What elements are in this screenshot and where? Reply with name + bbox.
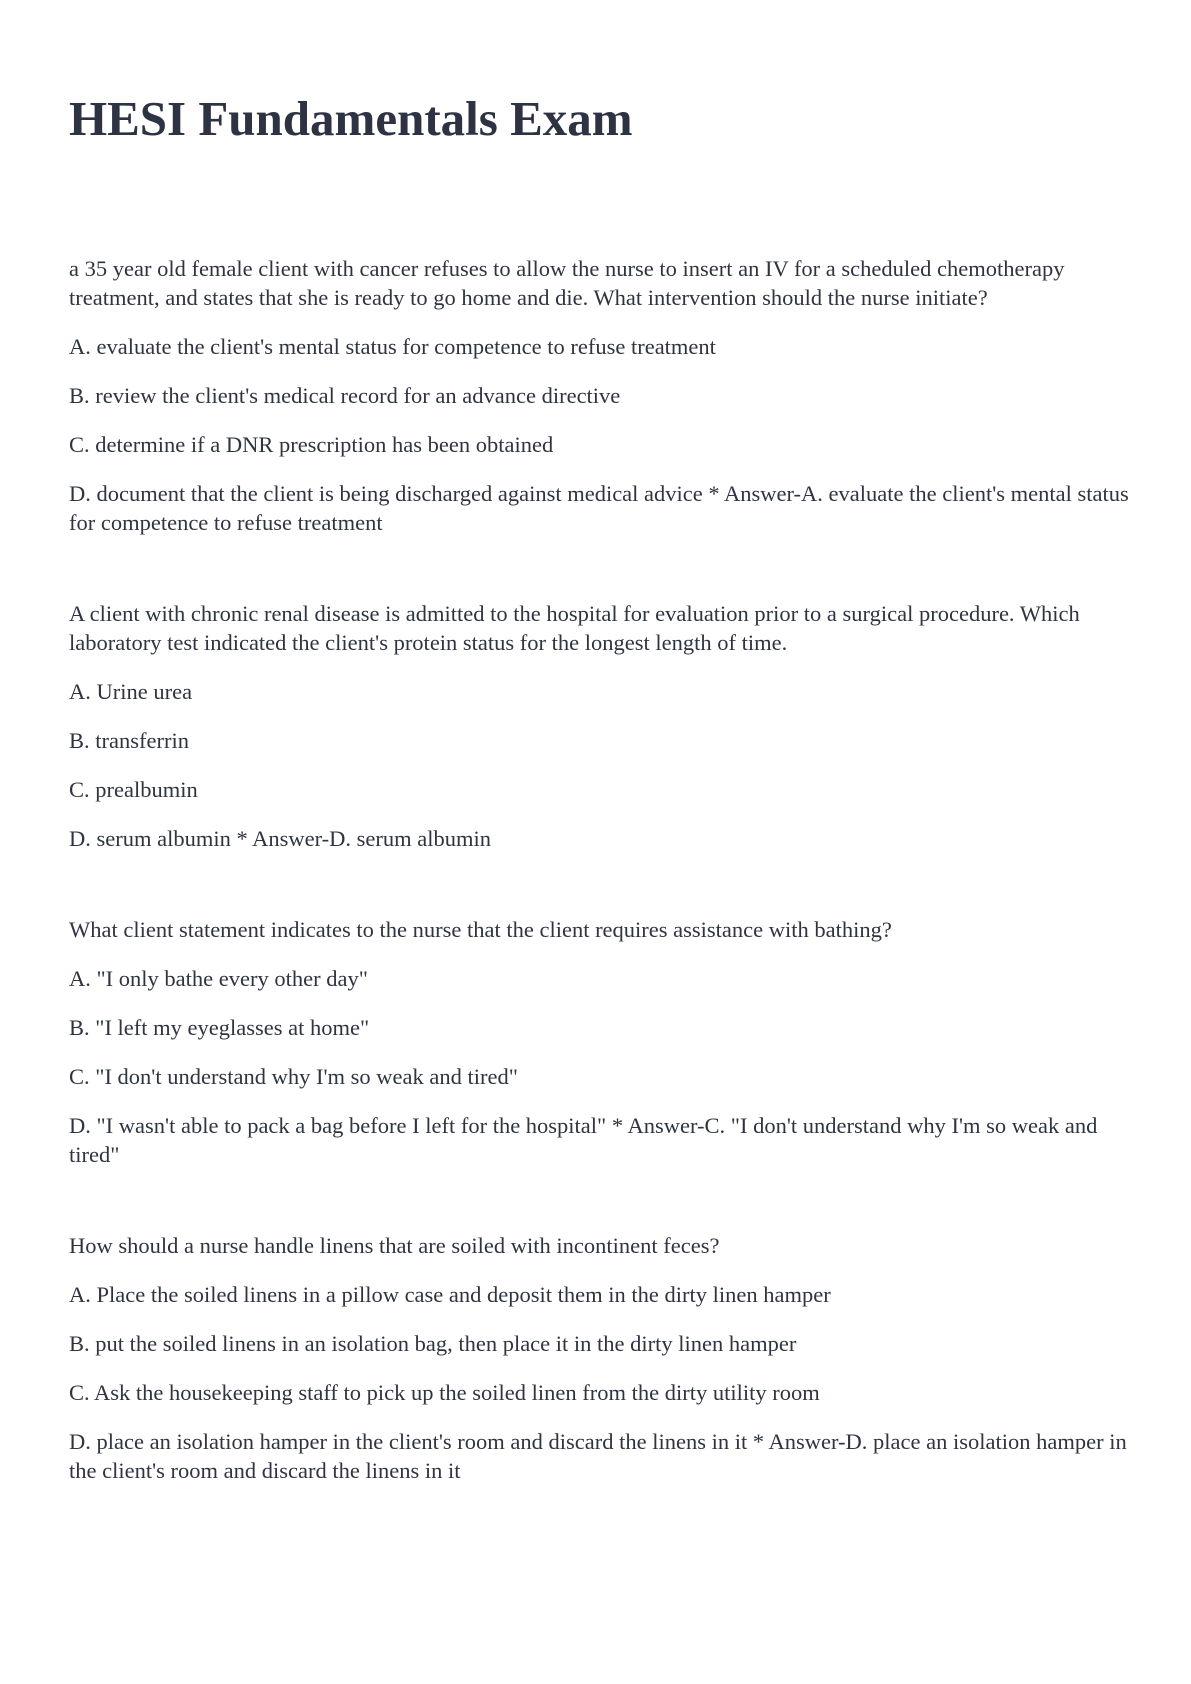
question-stem: What client statement indicates to the nurse that the client requires assistance with bathing?	[69, 917, 892, 942]
question-block	[69, 254, 1129, 537]
answer-option: B. transferrin	[69, 728, 189, 753]
question-block	[69, 915, 1129, 1169]
answer-option: A. Place the soiled linens in a pillow case and deposit them in the dirty linen hamper	[69, 1282, 831, 1307]
answer-option: D. place an isolation hamper in the client's room and discard the linens in it * Answer-D. place an isolation hamper in the client's room and discard the linens in it	[69, 1429, 1127, 1483]
answer-option: D. serum albumin * Answer-D. serum albumin	[69, 826, 491, 851]
question-stem: How should a nurse handle linens that are soiled with incontinent feces?	[69, 1233, 720, 1258]
answer-option: B. review the client's medical record for an advance directive	[69, 383, 621, 408]
answer-option: D. document that the client is being discharged against medical advice * Answer-A. evaluate the client's mental status for competence to refuse treatment	[69, 481, 1129, 535]
answer-option: C. "I don't understand why I'm so weak and tired"	[69, 1064, 518, 1089]
question-block	[69, 1231, 1129, 1485]
answer-option: A. evaluate the client's mental status for competence to refuse treatment	[69, 334, 716, 359]
answer-option: B. "I left my eyeglasses at home"	[69, 1015, 370, 1040]
answer-option: A. "I only bathe every other day"	[69, 966, 368, 991]
document-title: HESI Fundamentals Exam	[69, 91, 633, 146]
question-block	[69, 599, 1129, 853]
answer-option: C. Ask the housekeeping staff to pick up the soiled linen from the dirty utility room	[69, 1380, 820, 1405]
question-stem: a 35 year old female client with cancer refuses to allow the nurse to insert an IV for a scheduled chemotherapy treatment, and states that she is ready to go home and die. What intervention should the nurse initiate?	[69, 256, 1065, 310]
answer-option: C. prealbumin	[69, 777, 198, 802]
question-stem: A client with chronic renal disease is admitted to the hospital for evaluation prior to a surgical procedure. Which laboratory test indicated the client's protein status for the longest length of time.	[69, 601, 1080, 655]
question-list	[69, 254, 1129, 1547]
answer-option: D. "I wasn't able to pack a bag before I left for the hospital" * Answer-C. "I don't understand why I'm so weak and tired"	[69, 1113, 1098, 1167]
answer-option: B. put the soiled linens in an isolation bag, then place it in the dirty linen hamper	[69, 1331, 797, 1356]
answer-option: A. Urine urea	[69, 679, 193, 704]
answer-option: C. determine if a DNR prescription has been obtained	[69, 432, 554, 457]
